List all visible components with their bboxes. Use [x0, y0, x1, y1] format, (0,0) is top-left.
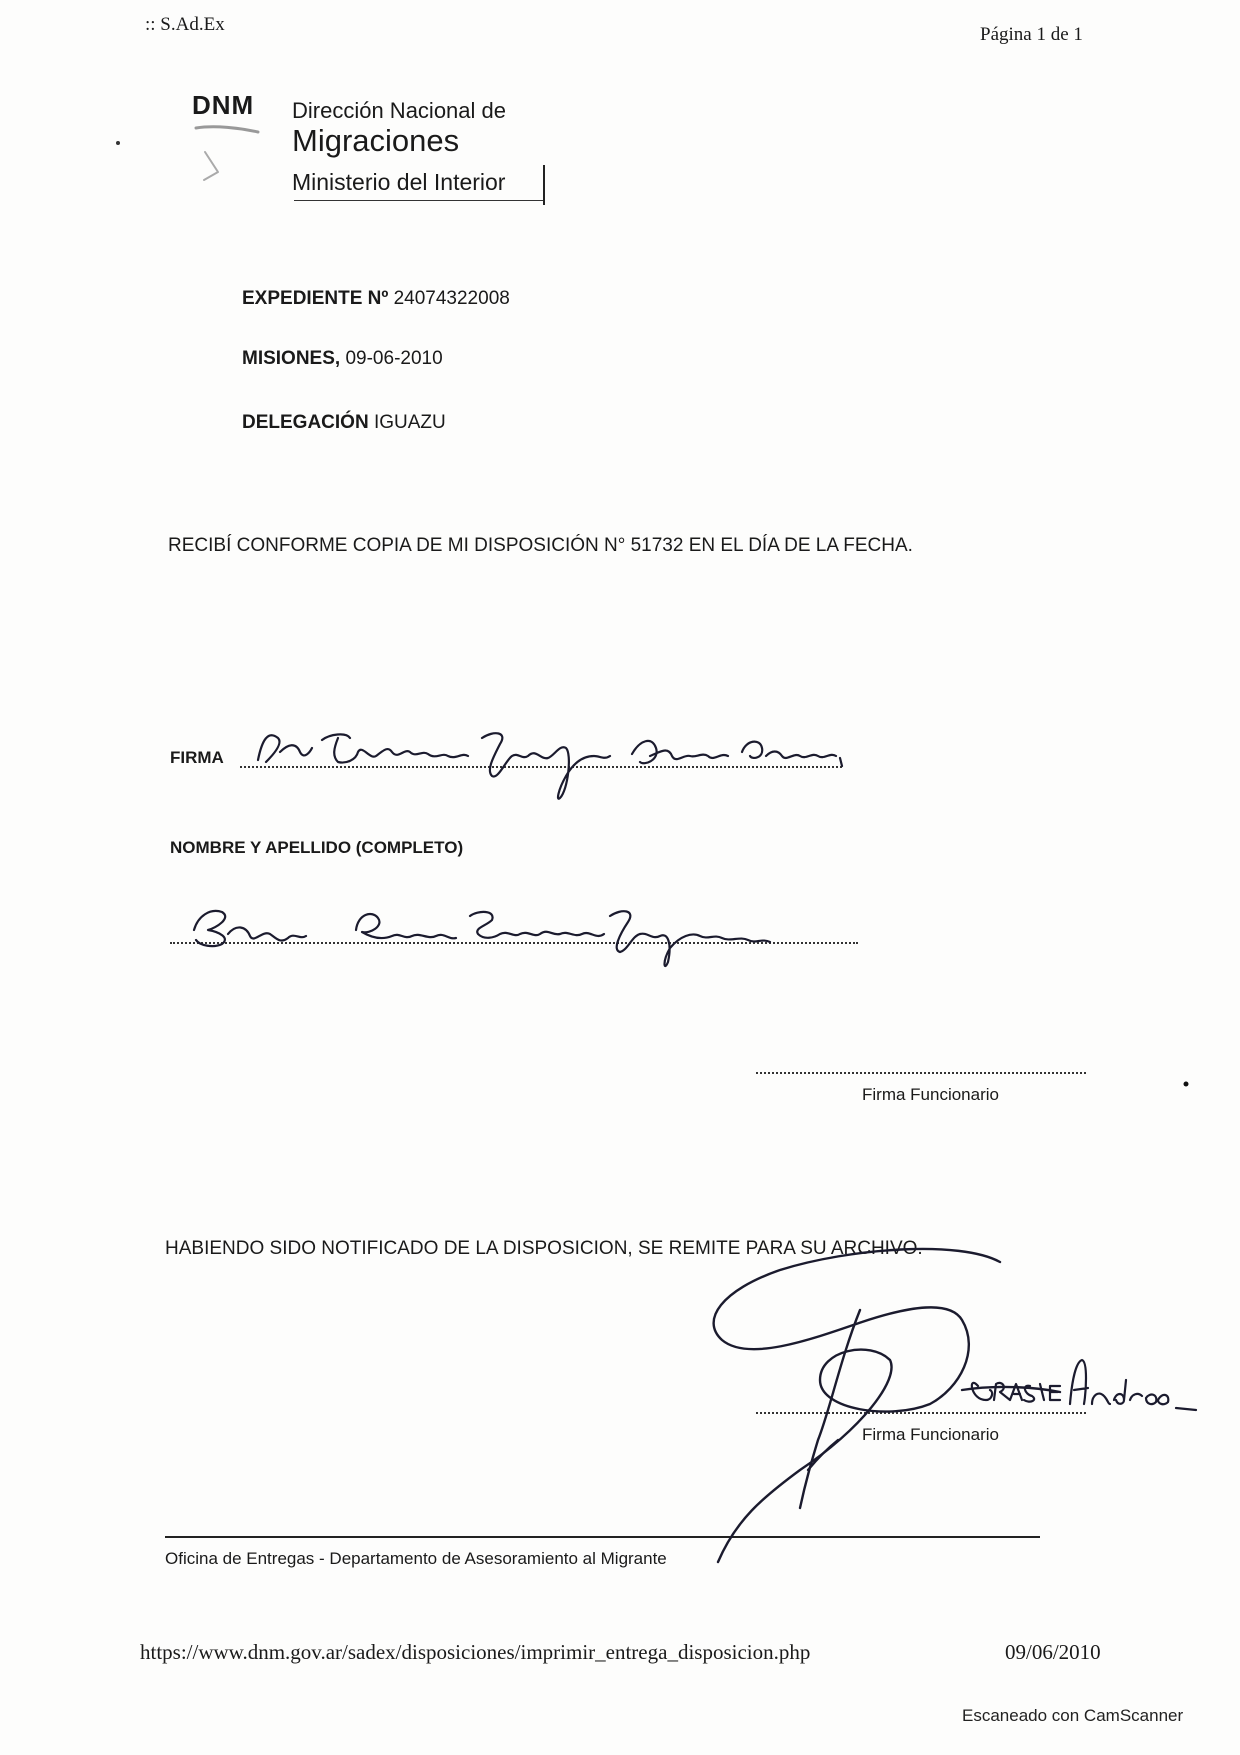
scanner-watermark: Escaneado con CamScanner: [962, 1706, 1184, 1725]
logo-line-1: Dirección Nacional de: [292, 98, 506, 123]
nombre-handwriting: [194, 911, 770, 966]
receipt-statement: RECIBÍ CONFORME COPIA DE MI DISPOSICIÓN N° 51732 EN EL DÍA DE LA FECHA.: [168, 535, 913, 556]
firma-funcionario-1-label: Firma Funcionario: [862, 1085, 999, 1104]
system-header: :: S.Ad.Ex: [145, 14, 225, 35]
funcionario-signature: [714, 1249, 1060, 1562]
notification-statement: HABIENDO SIDO NOTIFICADO DE LA DISPOSICION, SE REMITE PARA SU ARCHIVO.: [165, 1238, 923, 1259]
print-url: https://www.dnm.gov.ar/sadex/disposiciones/imprimir_entrega_disposicion.php: [140, 1640, 811, 1664]
delegacion-label: DELEGACIÓN: [242, 412, 369, 433]
logo-line-2: Migraciones: [292, 123, 460, 158]
logo-line-3: Ministerio del Interior: [292, 169, 506, 195]
nombre-label: NOMBRE Y APELLIDO (COMPLETO): [170, 838, 464, 857]
funcionario-name-handwriting: [972, 1360, 1196, 1410]
footer-office: Oficina de Entregas - Departamento de Asesoramiento al Migrante: [165, 1549, 667, 1568]
expediente-value: 24074322008: [393, 288, 510, 309]
place-date-value: 09-06-2010: [345, 348, 443, 369]
firma-funcionario-2-label: Firma Funcionario: [862, 1425, 999, 1444]
delegacion-value: IGUAZU: [373, 412, 446, 433]
firma-label: FIRMA: [170, 748, 224, 767]
expediente-label: EXPEDIENTE Nº: [242, 288, 389, 309]
dnm-logo-mark: DNM: [192, 90, 255, 120]
firma-signature: [258, 733, 842, 799]
print-date: 09/06/2010: [1005, 1640, 1101, 1664]
page-indicator: Página 1 de 1: [980, 24, 1083, 45]
place-label: MISIONES,: [242, 348, 341, 369]
logo-swoosh-icon: [196, 127, 258, 132]
